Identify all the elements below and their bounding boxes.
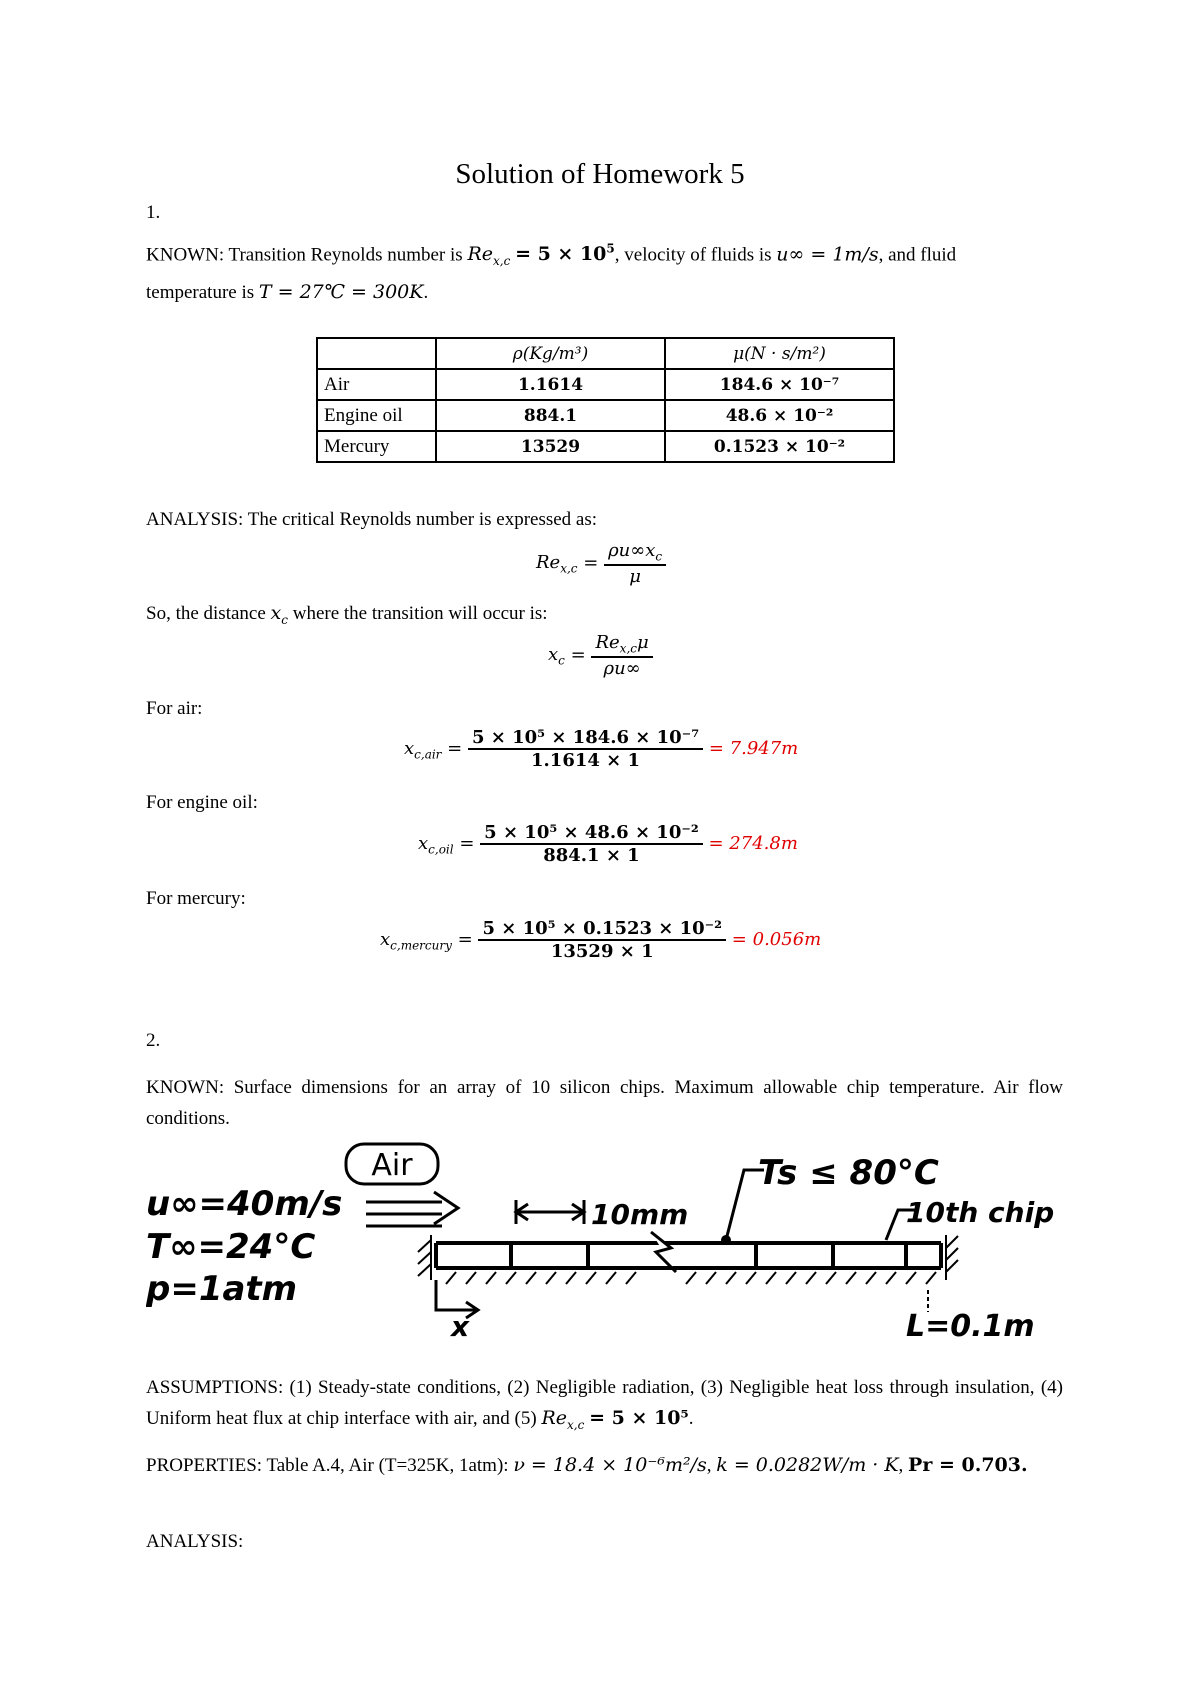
insulation-hatch-icon [446,1272,936,1284]
table-row: Mercury 13529 0.1523 × 10⁻² [317,431,894,462]
mercury-equation: $x_{c,mercury}$ = $\frac{\text{5 × 10⁵ × 0.1523 × 10⁻²}}{13529 \times 1}$ = 0.056m [380,918,822,962]
chip-array-diagram [146,1140,1066,1340]
properties-paragraph: PROPERTIES: Table A.4, Air (T=325K, 1atm): ν = 18.4 × 10⁻⁶m²/s, k = 0.0282W/m · K, Pr = 0.703. [146,1454,1028,1476]
analysis-label: ANALYSIS: [146,1531,244,1552]
fluid-properties-table [316,337,895,463]
x-axis-label: x [451,1310,470,1340]
problem-1-known: KNOWN: Transition Reynolds number is $Re_{x,c} = 5 \times 10^5$, velocity of fluids is u∞ = 1m/s, and fluid temperature is T = 27℃ = 300K. [146,242,957,304]
air-label: Air [371,1148,413,1183]
air-result: 7.947m [729,738,799,759]
table-row: Air 1.1614 184.6 × 10⁻⁷ [317,369,894,400]
table-header-row: ρ(Kg/m³) μ(N · s/m²) [317,338,894,369]
page-title: Solution of Homework 5 [455,158,745,190]
reynolds-equation: $Re_{x,c}$ = $\frac{\rho u\infty x_c}{\mu}$ [536,540,666,587]
air-equation: $x_{c,air}$ = $\frac{\text{5 × 10⁵ × 184.6 × 10⁻⁷}}{1.1614 \times 1}$ = 7.947m [404,727,799,771]
ts-point-icon [721,1235,731,1245]
problem-2-known: KNOWN: Surface dimensions for an array of 10 silicon chips. Maximum allowable chip temperature. Air flow conditions. [146,1077,1063,1129]
chip-width-label: 10mm [591,1198,689,1231]
pressure-label: p=1atm [146,1269,298,1309]
oil-equation: $x_{c,oil}$ = $\frac{\text{5 × 10⁵ × 48.6 × 10⁻²}}{884.1 \times 1}$ = 274.8m [418,822,798,866]
velocity-label: u∞=40m/s [146,1184,343,1224]
length-label: L=0.1m [906,1309,1035,1340]
transition-distance-equation: $x_c$ = $\frac{Re_{x,c}\mu}{\rho u\infty}$ [548,632,653,679]
left-wall-hatch-icon [418,1235,431,1280]
problem-1-number: 1. [146,202,161,223]
assumptions-paragraph: ASSUMPTIONS: (1) Steady-state conditions, (2) Negligible radiation, (3) Negligible heat loss through insulation, (4) Uniform heat flux at chip interface with air, and (5) $Re_{x,c} = 5 \times 10^5$. [146,1377,1063,1432]
for-air-label: For air: [146,698,203,719]
for-mercury-label: For mercury: [146,888,246,909]
analysis-intro: ANALYSIS: The critical Reynolds number is expressed as: [146,509,598,530]
flow-arrow-icon [366,1192,458,1226]
temperature-label: T∞=24°C [146,1227,316,1267]
right-wall-hatch-icon [946,1235,958,1280]
table-row: Engine oil 884.1 48.6 × 10⁻² [317,400,894,431]
chip-strip [436,1243,941,1268]
transition-distance-text: So, the distance $x_c$ where the transition will occur is: [146,602,548,627]
for-oil-label: For engine oil: [146,792,258,813]
dimension-arrow-icon [516,1200,584,1224]
tenth-chip-label: 10th chip [906,1196,1055,1229]
oil-result: 274.8m [729,833,798,854]
mercury-result: 0.056m [752,929,822,950]
surface-temperature-label: Ts ≤ 80°C [758,1153,939,1193]
problem-2-number: 2. [146,1030,161,1051]
